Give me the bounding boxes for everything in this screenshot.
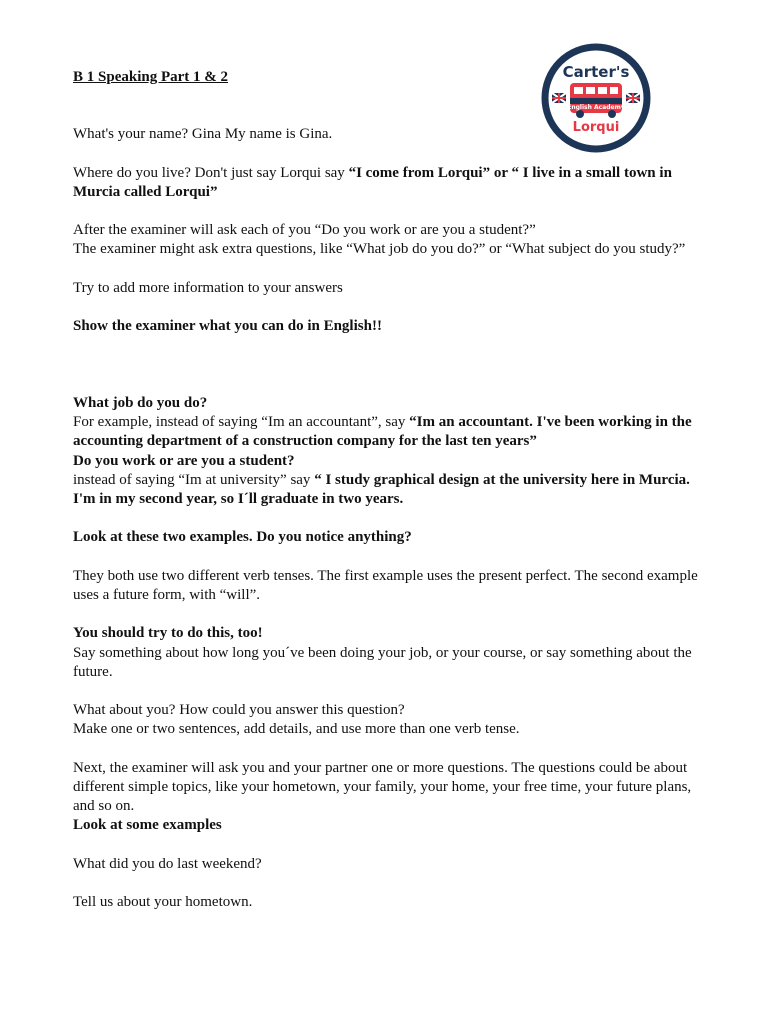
try-paragraph: Try to add more information to your answers xyxy=(73,279,343,296)
after-paragraph-1: After the examiner will ask each of you “Do you work or are you a student?” xyxy=(73,222,536,239)
tenses-paragraph: They both use two different verb tenses. The first example uses the present perfect. The second example uses a future form, with “will”. xyxy=(73,567,698,603)
look-heading xyxy=(73,528,698,547)
job-bold-text: “Im an accountant. I've been working in the accounting department of a construction company for the last ten years” xyxy=(73,414,692,450)
logo-sub-text: English Academy xyxy=(567,104,625,111)
work-bold-text: “ I study graphical design at the university here in Murcia. I'm in my second year, so I´ll graduate in two years. xyxy=(73,471,690,507)
job-heading-text: What job do you do? xyxy=(73,394,208,411)
say-paragraph: Say something about how long you´ve been doing your job, or your course, or say something about the future. xyxy=(73,644,692,680)
page-title: B 1 Speaking Part 1 & 2 xyxy=(73,69,229,85)
live-bold-text: “I come from Lorqui” or “ I live in a small town in Murcia called Lorqui” xyxy=(73,164,672,200)
look-heading-text: Look at these two examples. Do you notice anything? xyxy=(73,529,412,546)
job-heading xyxy=(73,394,698,413)
next-paragraph: Next, the examiner will ask you and your partner one or more questions. The questions could be about different simple topics, like your hometown, your family, your home, your free time, your future plans, and so on. xyxy=(73,759,692,815)
logo-name-text: Carter's xyxy=(562,63,630,81)
hometown-question: Tell us about your hometown. xyxy=(73,894,253,911)
work-heading xyxy=(73,452,698,471)
work-paragraph xyxy=(73,471,698,509)
logo-town-text: Lorqui xyxy=(572,120,620,135)
name-paragraph: What's your name? Gina My name is Gina. xyxy=(73,126,333,143)
examples-heading-text: Look at some examples xyxy=(73,817,222,834)
show-bold-text: Show the examiner what you can do in English!! xyxy=(73,318,382,335)
what-about-paragraph: What about you? How could you answer this question? xyxy=(73,702,405,719)
job-paragraph xyxy=(73,413,698,451)
should-heading xyxy=(73,624,698,643)
work-heading-text: Do you work or are you a student? xyxy=(73,452,295,469)
work-text: instead of saying “Im at university” say xyxy=(73,471,315,488)
make-paragraph: Make one or two sentences, add details, and use more than one verb tense. xyxy=(73,721,520,738)
examples-heading xyxy=(73,816,698,835)
job-text: For example, instead of saying “Im an accountant”, say xyxy=(73,414,410,431)
live-paragraph xyxy=(73,164,698,202)
document-body xyxy=(73,68,698,912)
after-paragraph-2: The examiner might ask extra questions, like “What job do you do?” or “What subject do you study?” xyxy=(73,241,686,258)
show-paragraph xyxy=(73,317,698,336)
live-text: Where do you live? Don't just say Lorqui say xyxy=(73,164,349,181)
should-heading-text: You should try to do this, too! xyxy=(73,625,263,642)
weekend-question: What did you do last weekend? xyxy=(73,855,262,872)
